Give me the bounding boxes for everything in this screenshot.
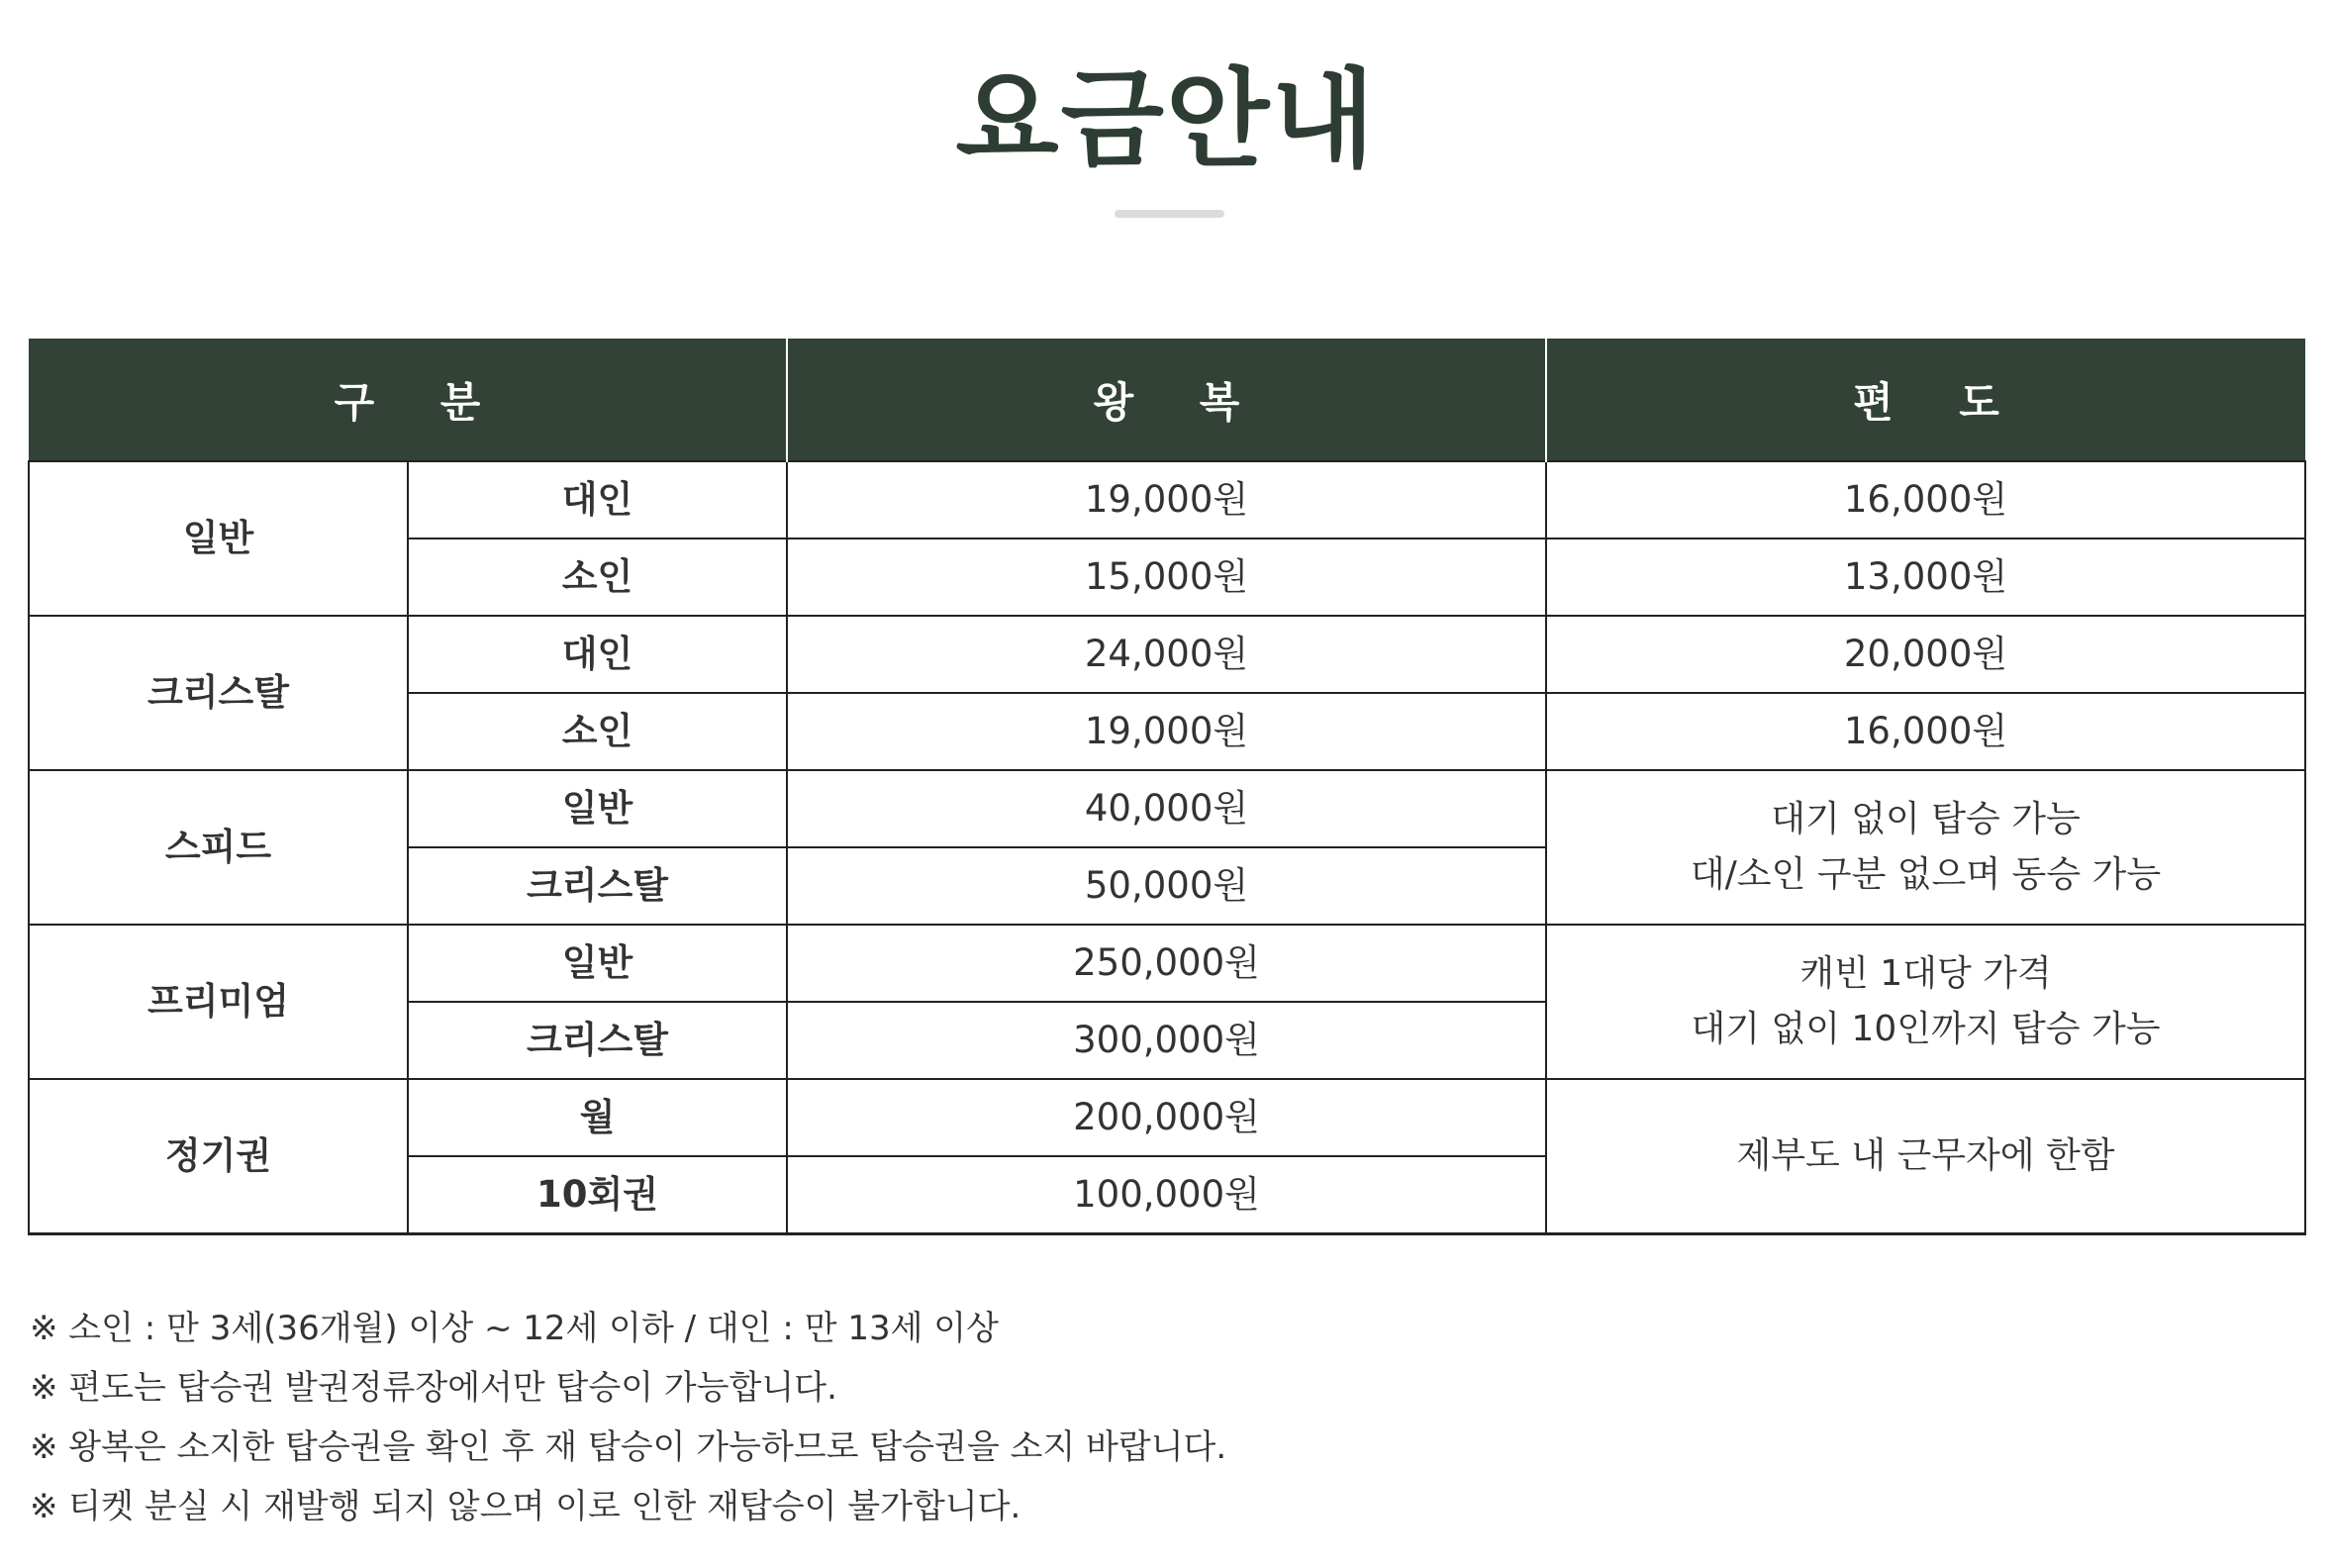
table-row bbox=[29, 616, 2305, 693]
header-one-way: 편 도 bbox=[1546, 339, 2305, 461]
group-name-crystal: 크리스탈 bbox=[29, 616, 408, 770]
note-line: 대/소인 구분 없으며 동승 가능 bbox=[1690, 854, 2162, 895]
round-trip-price: 250,000원 bbox=[787, 925, 1546, 1002]
cabin-type: 일반 bbox=[408, 925, 787, 1002]
table-row bbox=[29, 770, 2305, 847]
round-trip-price: 24,000원 bbox=[787, 616, 1546, 693]
pass-type: 월 bbox=[408, 1079, 787, 1156]
cabin-type: 크리스탈 bbox=[408, 1002, 787, 1079]
group-name-season-pass: 정기권 bbox=[29, 1079, 408, 1234]
round-trip-price: 19,000원 bbox=[787, 693, 1546, 770]
page-title: 요금안내 bbox=[955, 58, 1377, 182]
group-name-general: 일반 bbox=[29, 461, 408, 616]
note-line: 캐빈 1대당 가격 bbox=[1799, 953, 2052, 994]
one-way-price: 16,000원 bbox=[1546, 461, 2305, 539]
passenger-type: 대인 bbox=[408, 461, 787, 539]
note-item: ※ 왕복은 소지한 탑승권을 확인 후 재 탑승이 가능하므로 탑승권을 소지 바랍니다. bbox=[30, 1427, 1227, 1467]
passenger-type: 소인 bbox=[408, 539, 787, 616]
one-way-note bbox=[1546, 925, 2305, 1079]
cabin-type: 일반 bbox=[408, 770, 787, 847]
group-name-premium: 프리미엄 bbox=[29, 925, 408, 1079]
note-item: ※ 편도는 탑승권 발권정류장에서만 탑승이 가능합니다. bbox=[30, 1368, 837, 1408]
note-line: 대기 없이 10인까지 탑승 가능 bbox=[1691, 1009, 2161, 1049]
round-trip-price: 300,000원 bbox=[787, 1002, 1546, 1079]
note-line: 제부도 내 근무자에 한함 bbox=[1736, 1135, 2115, 1176]
pass-type: 10회권 bbox=[408, 1156, 787, 1234]
title-divider bbox=[1115, 210, 1224, 218]
note-item: ※ 티켓 분실 시 재발행 되지 않으며 이로 인한 재탑승이 불가합니다. bbox=[30, 1487, 1021, 1526]
round-trip-price: 200,000원 bbox=[787, 1079, 1546, 1156]
table-row bbox=[29, 925, 2305, 1002]
header-category: 구 분 bbox=[29, 339, 787, 461]
round-trip-price: 15,000원 bbox=[787, 539, 1546, 616]
one-way-note bbox=[1546, 1079, 2305, 1234]
fare-table bbox=[28, 339, 2306, 1235]
round-trip-price: 19,000원 bbox=[787, 461, 1546, 539]
note-item: ※ 소인 : 만 3세(36개월) 이상 ~ 12세 이하 / 대인 : 만 13세 이상 bbox=[30, 1309, 999, 1348]
table-header-row bbox=[29, 339, 2305, 461]
one-way-note bbox=[1546, 770, 2305, 925]
notes-list bbox=[30, 1299, 2302, 1536]
group-name-speed: 스피드 bbox=[29, 770, 408, 925]
header-round-trip: 왕 복 bbox=[787, 339, 1546, 461]
passenger-type: 대인 bbox=[408, 616, 787, 693]
round-trip-price: 50,000원 bbox=[787, 847, 1546, 925]
table-row bbox=[29, 461, 2305, 539]
cabin-type: 크리스탈 bbox=[408, 847, 787, 925]
one-way-price: 13,000원 bbox=[1546, 539, 2305, 616]
passenger-type: 소인 bbox=[408, 693, 787, 770]
table-row bbox=[29, 1079, 2305, 1156]
one-way-price: 20,000원 bbox=[1546, 616, 2305, 693]
one-way-price: 16,000원 bbox=[1546, 693, 2305, 770]
note-line: 대기 없이 탑승 가능 bbox=[1771, 799, 2081, 839]
round-trip-price: 40,000원 bbox=[787, 770, 1546, 847]
round-trip-price: 100,000원 bbox=[787, 1156, 1546, 1234]
